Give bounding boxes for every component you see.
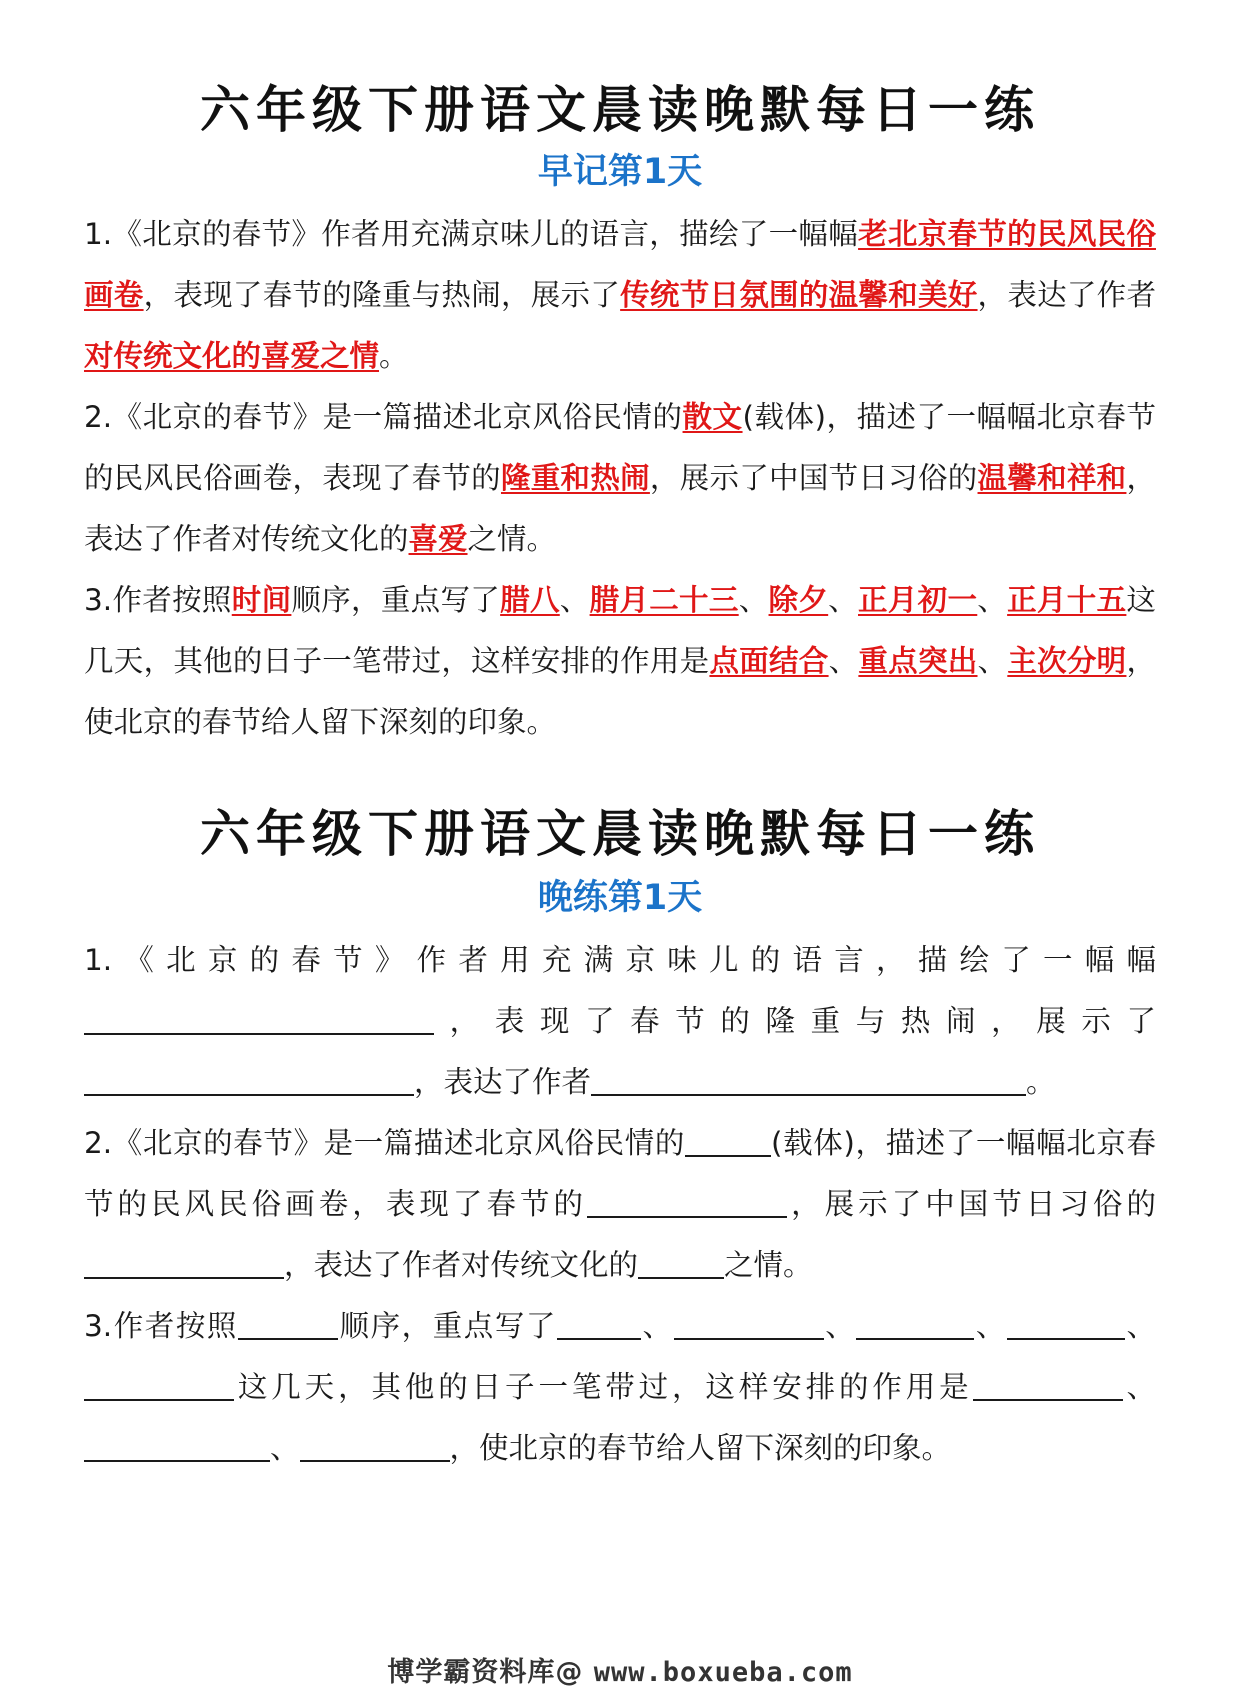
separator: 、 [1122,1370,1156,1404]
text-segment: 顺序，重点写了 [291,583,501,617]
morning-title: 六年级下册语文晨读晚默每日一练 [200,80,1040,139]
separator: 、 [974,1309,1007,1343]
morning-question-3 [84,570,1156,753]
evening-question-1 [84,930,1156,1113]
footer-at: @ [555,1657,584,1688]
text-segment: (载体)，描述了一幅幅北京春节的民风民俗画卷，表现了春节的 [84,1126,1156,1221]
separator: 、 [977,644,1008,678]
answer-text: 老北京春节的民风民俗画卷 [84,217,1156,312]
answer-blank[interactable] [674,1308,824,1340]
answer-text: 对传统文化的喜爱之情 [84,339,380,373]
text-segment: ，展示了中国节日习俗的 [649,461,978,495]
text-segment: 这几天，其他的日子一笔带过，这样安排的作用是 [234,1370,973,1404]
answer-blank[interactable] [973,1369,1123,1401]
answer-text: 主次分明 [1007,644,1127,678]
text-segment: ，表达了作者 [977,278,1156,312]
text-segment: ，表现了春节的隆重与热闹，展示了 [143,278,621,312]
answer-blank[interactable] [238,1308,338,1340]
answer-text: 腊八 [500,583,560,617]
text-segment: ，表达了作者 [414,1065,592,1099]
answer-blank[interactable] [84,1430,270,1462]
text-segment: 1.《北京的春节》作者用充满京味儿的语言，描绘了一幅幅 [84,943,1156,977]
answer-blank[interactable] [84,1064,414,1096]
text-segment: 这几天，其他的日子一笔带过，这样安排的作用是 [84,583,1156,678]
text-segment: ，展示了中国节日习俗的 [787,1187,1156,1221]
separator: 、 [823,1309,857,1343]
answer-blank[interactable] [856,1308,974,1340]
answer-text: 隆重和热闹 [500,461,650,495]
text-segment: ，使北京的春节给人留下深刻的印象。 [84,644,1156,739]
answer-text: 温馨和祥和 [977,461,1127,495]
answer-text: 正月初一 [858,583,978,617]
text-segment: ，使北京的春节给人留下深刻的印象。 [449,1431,952,1465]
text-segment: ，表达了作者对传统文化的 [84,461,1156,556]
morning-subtitle: 早记第1天 [537,152,703,192]
text-segment: 2.《北京的春节》是一篇描述北京风俗民情的 [84,1126,685,1160]
text-segment: 2.《北京的春节》是一篇描述北京风俗民情的 [84,400,683,434]
text-segment: ，表现了春节的隆重与热闹，展示了 [434,1004,1156,1038]
answer-blank[interactable] [1007,1308,1125,1340]
footer-watermark [0,1650,1240,1689]
text-segment: 3.作者按照 [84,583,232,617]
footer-site: www.boxueba.com [593,1657,853,1688]
text-segment: 之情。 [724,1248,813,1282]
answer-text: 腊月二十三 [589,583,739,617]
evening-subtitle: 晚练第1天 [537,878,703,918]
text-segment: (载体)，描述了一幅幅北京春节的民风民俗画卷，表现了春节的 [84,400,1156,495]
separator: 、 [559,583,590,617]
evening-body [84,930,1156,1479]
answer-blank[interactable] [84,1003,434,1035]
separator: 、 [828,583,858,617]
answer-blank[interactable] [84,1247,284,1279]
separator: 、 [1124,1309,1156,1343]
text-segment: 3.作者按照 [84,1309,238,1343]
answer-text: 时间 [231,583,292,617]
answer-blank[interactable] [685,1125,771,1157]
morning-question-1 [84,204,1156,387]
answer-text: 点面结合 [709,644,829,678]
answer-blank[interactable] [587,1186,787,1218]
answer-text: 除夕 [768,583,829,617]
answer-text: 喜爱 [408,522,468,556]
evening-question-3 [84,1296,1156,1479]
answer-text: 散文 [682,400,743,434]
text-segment: 之情。 [467,522,557,556]
answer-blank[interactable] [591,1064,1026,1096]
text-segment: 顺序，重点写了 [337,1309,557,1343]
morning-body [84,204,1156,753]
answer-text: 重点突出 [858,644,978,678]
evening-title: 六年级下册语文晨读晚默每日一练 [200,804,1040,863]
answer-blank[interactable] [638,1247,724,1279]
text-segment: ，表达了作者对传统文化的 [284,1248,639,1282]
answer-blank[interactable] [300,1430,450,1462]
answer-blank[interactable] [84,1369,234,1401]
separator: 、 [828,644,859,678]
separator: 、 [640,1309,674,1343]
separator: 、 [738,583,769,617]
footer-brand: 博学霸资料库 [387,1657,556,1688]
answer-blank[interactable] [557,1308,641,1340]
morning-question-2 [84,387,1156,570]
text-segment: 。 [1026,1065,1056,1099]
separator: 、 [270,1431,300,1465]
answer-text: 传统节日氛围的温馨和美好 [620,278,978,312]
separator: 、 [977,583,1008,617]
evening-question-2 [84,1113,1156,1296]
text-segment: 1.《北京的春节》作者用充满京味儿的语言，描绘了一幅幅 [84,217,859,251]
answer-text: 正月十五 [1007,583,1127,617]
text-segment: 。 [379,339,409,373]
